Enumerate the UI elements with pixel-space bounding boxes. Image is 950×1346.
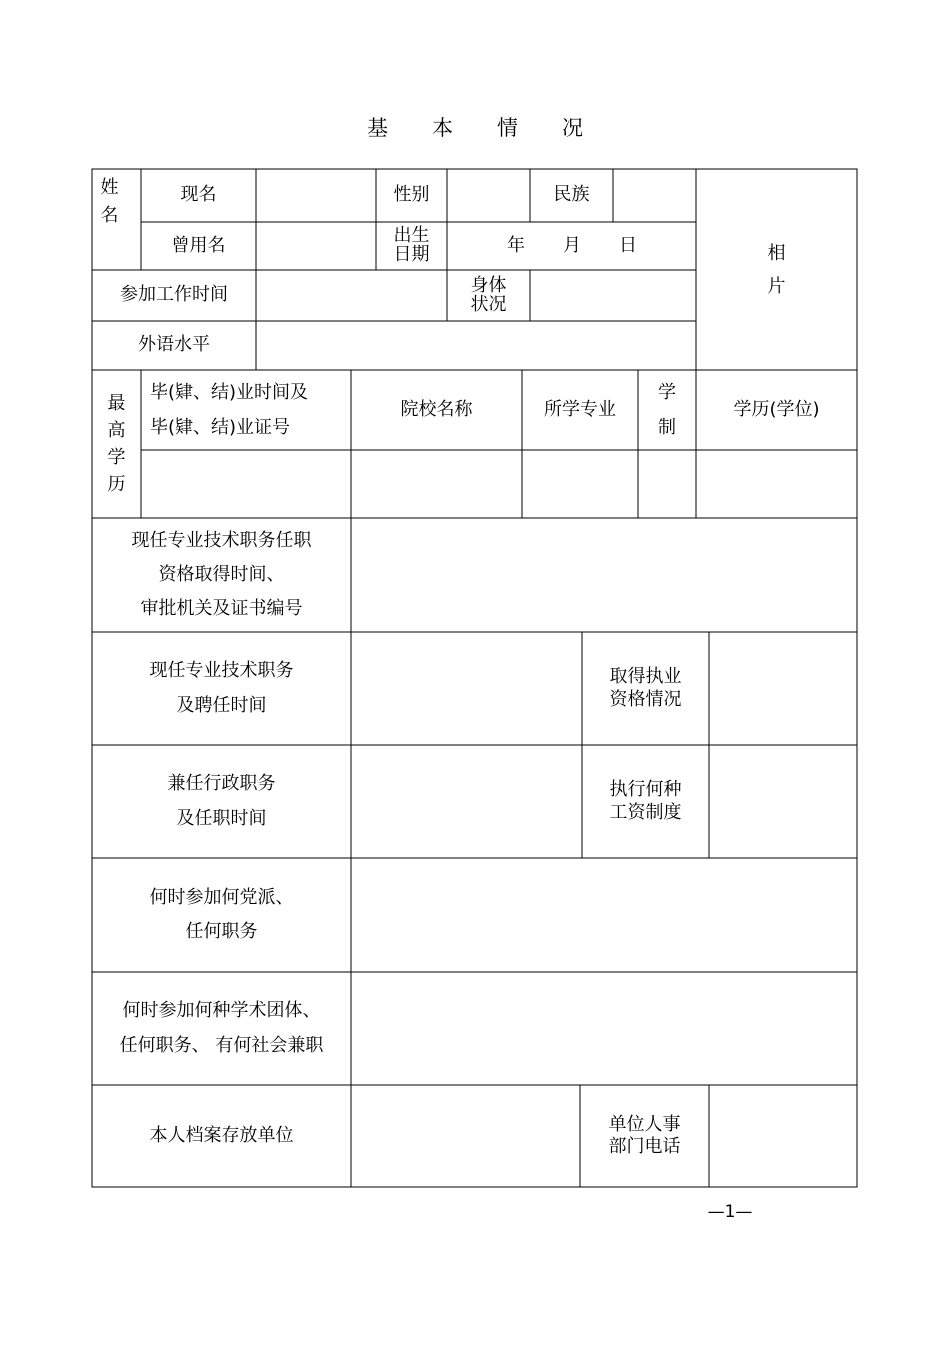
birth-date-label: 出生 日期 xyxy=(393,225,430,265)
salary-system-label: 执行何种 工资制度 xyxy=(609,779,682,823)
hr-phone-field[interactable] xyxy=(709,1085,857,1187)
highest-education-label: 最 高 学 历 xyxy=(107,393,126,495)
health-field[interactable] xyxy=(530,270,696,321)
practice-qualification-field[interactable] xyxy=(709,632,857,745)
current-name-field[interactable] xyxy=(256,169,376,222)
title-char-2: 本 xyxy=(432,116,453,140)
ethnicity-label: 民族 xyxy=(553,184,590,206)
year-label: 年 xyxy=(507,234,525,256)
school-name-label: 院校名称 xyxy=(400,398,473,420)
current-name-label: 现名 xyxy=(180,184,217,206)
day-label: 日 xyxy=(619,234,637,256)
month-label: 月 xyxy=(563,234,581,256)
foreign-language-field[interactable] xyxy=(256,321,696,370)
party-field[interactable] xyxy=(351,858,857,972)
gender-field[interactable] xyxy=(447,169,530,222)
archive-unit-label: 本人档案存放单位 xyxy=(149,1124,294,1146)
tech-qualification-label: 现任专业技术职务任职 资格取得时间、 审批机关及证书编号 xyxy=(131,529,312,620)
archive-unit-field[interactable] xyxy=(351,1085,580,1187)
practice-qualification-label: 取得执业 资格情况 xyxy=(609,666,682,710)
study-length-label: 学 制 xyxy=(658,381,676,438)
work-start-label: 参加工作时间 xyxy=(120,284,228,306)
work-start-field[interactable] xyxy=(256,270,447,321)
title-char-1: 基 xyxy=(367,116,388,140)
salary-system-field[interactable] xyxy=(709,745,857,858)
tech-position-field[interactable] xyxy=(351,632,582,745)
party-label: 何时参加何党派、 任何职务 xyxy=(149,886,294,942)
admin-position-field[interactable] xyxy=(351,745,582,858)
tech-position-label: 现任专业技术职务 及聘任时间 xyxy=(149,660,294,716)
admin-position-label: 兼任行政职务 及任职时间 xyxy=(167,773,276,829)
hr-phone-label: 单位人事 部门电话 xyxy=(608,1113,681,1157)
academic-field[interactable] xyxy=(351,972,857,1085)
academic-label: 何时参加何种学术团体、 任何职务、 有何社会兼职 xyxy=(119,1000,324,1056)
title-char-3: 情 xyxy=(497,116,518,140)
graduation-time-cert-label: 毕(肄、结)业时间及 毕(肄、结)业证号 xyxy=(150,381,309,438)
health-label: 身体 状况 xyxy=(470,274,507,315)
degree-label: 学历(学位) xyxy=(733,398,820,420)
former-name-field[interactable] xyxy=(256,222,376,270)
foreign-language-label: 外语水平 xyxy=(138,334,210,356)
ethnicity-field[interactable] xyxy=(613,169,696,222)
tech-qualification-field[interactable] xyxy=(351,518,857,632)
title-char-4: 况 xyxy=(562,116,583,140)
major-label: 所学专业 xyxy=(544,398,616,420)
gender-label: 性别 xyxy=(393,184,430,206)
former-name-label: 曾用名 xyxy=(171,234,226,256)
name-group-label: 姓 名 xyxy=(100,177,119,226)
page-number: —1— xyxy=(707,1202,753,1222)
photo-label: 相 片 xyxy=(767,242,786,297)
